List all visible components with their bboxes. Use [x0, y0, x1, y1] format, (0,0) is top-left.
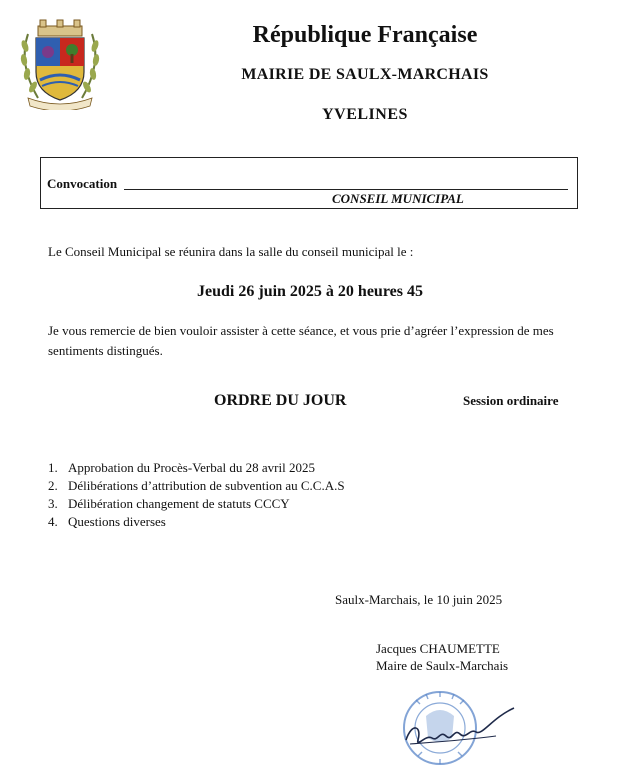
agenda-item-text: Délibérations d’attribution de subvention au C.C.A.S	[68, 478, 345, 493]
place-and-date: Saulx-Marchais, le 10 juin 2025	[335, 592, 503, 607]
agenda-item-number: 4.	[48, 514, 58, 529]
meeting-date: Jeudi 26 juin 2025 à 20 heures 45	[197, 283, 423, 300]
agenda-item-number: 2.	[48, 478, 58, 493]
list-item	[48, 477, 345, 495]
agenda-item-text: Délibération changement de statuts CCCY	[68, 496, 290, 511]
convocation-underline	[124, 189, 568, 190]
agenda-item-number: 3.	[48, 496, 58, 511]
page-title: République Française	[252, 22, 478, 48]
agenda-item-text: Questions diverses	[68, 514, 166, 529]
convocation-box	[40, 157, 578, 209]
coat-of-arms-icon	[14, 14, 106, 110]
agenda-list	[48, 459, 345, 531]
thanks-text: Je vous remercie de bien vouloir assister à cette séance, et vous prie d’agréer l’expression de mes sentiments distingués.	[48, 323, 554, 358]
list-item	[48, 513, 345, 531]
convocation-value: CONSEIL MUNICIPAL	[332, 191, 464, 206]
agenda-item-number: 1.	[48, 460, 58, 475]
intro-text: Le Conseil Municipal se réunira dans la salle du conseil municipal le :	[48, 244, 414, 259]
mairie-name: MAIRIE DE SAULX-MARCHAIS	[241, 66, 489, 83]
list-item	[48, 459, 345, 477]
signatory-name: Jacques CHAUMETTE	[376, 641, 500, 656]
departement-name: YVELINES	[322, 106, 408, 123]
agenda-heading: ORDRE DU JOUR	[214, 392, 347, 409]
mairie-stamp-icon	[396, 688, 520, 768]
list-item	[48, 495, 345, 513]
agenda-item-text: Approbation du Procès-Verbal du 28 avril 2025	[68, 460, 315, 475]
convocation-label: Convocation	[47, 176, 118, 191]
session-type: Session ordinaire	[463, 393, 559, 408]
signatory-title: Maire de Saulx-Marchais	[376, 658, 509, 673]
